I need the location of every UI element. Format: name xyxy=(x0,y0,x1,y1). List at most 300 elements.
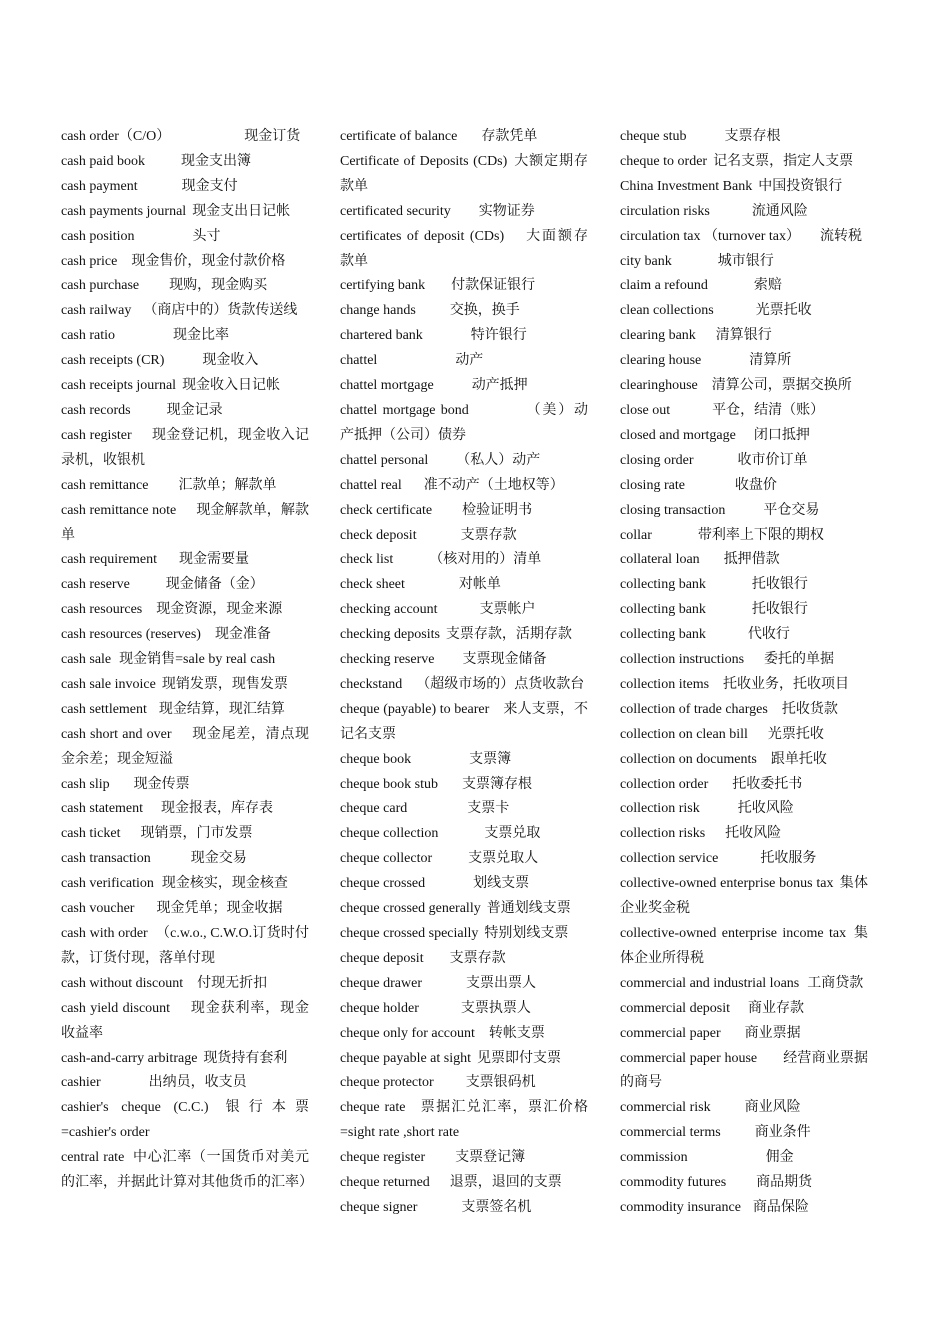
glossary-entry xyxy=(61,1146,313,1196)
entry-definition: 现金获利率，现金收益率 xyxy=(61,1000,310,1041)
entry-term: cash order（C/O） xyxy=(61,129,171,144)
entry-term: cash railway xyxy=(61,303,132,319)
entry-definition: 商品期货 xyxy=(756,1175,813,1191)
entry-term: cheque register xyxy=(340,1150,426,1166)
entry-term: cash resources xyxy=(61,602,143,618)
entry-definition: 现金传票 xyxy=(133,776,190,792)
entry-definition: 银行本票=cashier's order xyxy=(61,1100,309,1141)
entry-definition: 委托的单据 xyxy=(764,652,835,668)
entry-definition: 现金比率 xyxy=(173,328,230,344)
glossary-column-1 xyxy=(61,125,313,1196)
glossary-entry xyxy=(620,424,868,449)
entry-term: circulation tax （turnover tax） xyxy=(620,228,800,244)
entry-definition: 索赔 xyxy=(753,278,782,294)
glossary-entry xyxy=(340,997,588,1022)
glossary-entry xyxy=(340,797,588,822)
entry-definition: 特别划线支票 xyxy=(484,926,569,941)
glossary-entry xyxy=(620,324,868,349)
entry-term: cash register xyxy=(61,427,132,443)
entry-term: checking account xyxy=(340,602,438,618)
entry-definition: （美）动产抵押（公司）债券 xyxy=(340,402,589,443)
entry-term: commission xyxy=(620,1150,688,1166)
glossary-entry xyxy=(61,374,309,399)
glossary-entry xyxy=(61,648,309,673)
entry-definition: 商业存款 xyxy=(748,1000,805,1016)
entry-term: certificate of balance xyxy=(340,129,458,144)
entry-definition: 带利率上下限的期权 xyxy=(697,527,824,543)
entry-term: collecting bank xyxy=(620,602,706,618)
glossary-entry xyxy=(620,623,868,648)
entry-definition: 托收银行 xyxy=(751,602,808,618)
glossary-entry xyxy=(61,922,309,972)
entry-term: collateral loan xyxy=(620,552,700,568)
glossary-entry xyxy=(340,499,588,524)
entry-definition: 普通划线支票 xyxy=(486,901,571,917)
entry-definition: 清算公司，票据交换所 xyxy=(711,378,852,394)
entry-definition: 闭口抵押 xyxy=(753,427,810,443)
entry-definition: 商业票据 xyxy=(744,1025,801,1041)
glossary-entry xyxy=(61,324,309,349)
glossary-entry xyxy=(620,1047,868,1097)
entry-term: certificated security xyxy=(340,203,451,219)
entry-definition: 记名支票，指定人支票 xyxy=(713,153,854,169)
entry-definition: 出纳员，收支员 xyxy=(148,1075,247,1091)
entry-definition: 支票簿 xyxy=(469,751,512,767)
entry-definition: 支票兑取 xyxy=(484,826,541,842)
glossary-entry xyxy=(340,847,588,872)
entry-definition: 中国投资银行 xyxy=(758,178,843,194)
glossary-entry xyxy=(340,922,588,947)
entry-term: cash payment xyxy=(61,178,138,194)
entry-definition: 现金报表，库存表 xyxy=(161,801,274,817)
entry-term: cheque only for account xyxy=(340,1025,475,1041)
entry-term: cash verification xyxy=(61,876,154,892)
glossary-entry xyxy=(340,673,588,698)
glossary-entry xyxy=(620,449,868,474)
entry-definition: 付现无折扣 xyxy=(197,975,268,991)
glossary-entry xyxy=(340,449,588,474)
entry-definition: （超级市场的）点货收款台 xyxy=(416,676,585,692)
glossary-entry xyxy=(620,474,868,499)
glossary-entry xyxy=(620,499,868,524)
entry-term: commodity futures xyxy=(620,1175,727,1191)
entry-definition: （核对用的）清单 xyxy=(429,552,542,568)
entry-term: cheque returned xyxy=(340,1175,430,1191)
glossary-entry xyxy=(620,1171,868,1196)
entry-definition: 托收业务，托收项目 xyxy=(723,676,850,692)
entry-definition: 清算所 xyxy=(749,353,792,369)
entry-definition: 流通风险 xyxy=(751,203,808,219)
entry-term: collecting bank xyxy=(620,627,706,643)
glossary-entry xyxy=(61,125,309,150)
entry-definition: 收市价订单 xyxy=(737,452,808,468)
entry-term: cash payments journal xyxy=(61,203,187,219)
entry-definition: 抵押借款 xyxy=(723,552,780,568)
entry-definition: 支票出票人 xyxy=(466,975,537,991)
entry-definition: 托收风险 xyxy=(725,826,782,842)
entry-term: cash ticket xyxy=(61,826,121,842)
glossary-entry xyxy=(620,723,868,748)
glossary-entry xyxy=(61,723,309,773)
glossary-entry xyxy=(340,150,588,200)
entry-term: check certificate xyxy=(340,502,433,518)
glossary-entry xyxy=(61,822,309,847)
glossary-entry xyxy=(61,250,309,275)
entry-term: cash remittance note xyxy=(61,502,177,518)
glossary-entry xyxy=(340,773,588,798)
entry-term: clearing bank xyxy=(620,328,696,344)
entry-definition: 代收行 xyxy=(747,627,790,643)
entry-definition: 现金收入日记帐 xyxy=(182,378,281,394)
glossary-entry xyxy=(620,598,868,623)
glossary-entry xyxy=(620,773,868,798)
entry-term: close out xyxy=(620,402,671,418)
glossary-entry xyxy=(340,1096,588,1146)
glossary-entry xyxy=(61,623,309,648)
entry-definition: 光票托收 xyxy=(755,303,812,319)
glossary-entry xyxy=(620,299,868,324)
glossary-entry xyxy=(620,698,868,723)
entry-term: checkstand xyxy=(340,676,403,692)
entry-definition: 划线支票 xyxy=(473,876,530,892)
entry-term: checking reserve xyxy=(340,652,435,668)
entry-definition: 现销票，门市发票 xyxy=(140,826,253,842)
glossary-entry xyxy=(340,1196,588,1221)
entry-term: collection risk xyxy=(620,801,700,817)
glossary-entry xyxy=(61,598,309,623)
glossary-entry xyxy=(61,997,309,1047)
entry-definition: 光票托收 xyxy=(767,726,824,742)
glossary-entry xyxy=(340,474,588,499)
glossary-entry xyxy=(61,773,309,798)
glossary-entry xyxy=(340,374,588,399)
entry-definition: 支票簿存根 xyxy=(461,776,532,792)
glossary-entry xyxy=(620,274,868,299)
entry-term: commercial risk xyxy=(620,1100,711,1116)
entry-term: cash-and-carry arbitrage xyxy=(61,1050,198,1066)
entry-definition: 跟单托收 xyxy=(770,751,827,767)
entry-term: cheque protector xyxy=(340,1075,434,1091)
glossary-entry xyxy=(620,648,868,673)
entry-definition: 现金凭单；现金收据 xyxy=(156,901,283,917)
glossary-entry xyxy=(620,1196,868,1221)
entry-definition: 清算银行 xyxy=(715,328,772,344)
glossary-entry xyxy=(340,573,588,598)
entry-definition: 现金解款单，解款单 xyxy=(61,502,309,543)
entry-term: collection order xyxy=(620,776,709,792)
entry-definition: 现金订货 xyxy=(244,129,301,144)
entry-term: check sheet xyxy=(340,577,405,593)
entry-definition: 现金交易 xyxy=(190,851,247,867)
entry-definition: 现金支出日记帐 xyxy=(192,203,291,219)
entry-definition: 商品保险 xyxy=(752,1199,809,1215)
entry-term: chartered bank xyxy=(340,328,423,344)
entry-term: cheque signer xyxy=(340,1199,418,1215)
glossary-entry xyxy=(61,1047,309,1072)
glossary-entry xyxy=(61,175,309,200)
entry-definition: 支票银码机 xyxy=(465,1075,536,1091)
glossary-entry xyxy=(620,822,868,847)
entry-definition: 支票卡 xyxy=(467,801,510,817)
entry-term: commercial and industrial loans xyxy=(620,975,800,991)
entry-definition: 现金收入 xyxy=(202,353,259,369)
entry-definition: 现金储备（金） xyxy=(165,577,264,593)
entry-definition: 托收银行 xyxy=(751,577,808,593)
entry-definition: 收盘价 xyxy=(734,477,777,493)
glossary-entry xyxy=(340,897,588,922)
entry-definition: 现金登记机，现金收入记录机，收银机 xyxy=(61,427,310,468)
entry-definition: 对帐单 xyxy=(458,577,501,593)
entry-definition: 工商贷款 xyxy=(807,975,864,991)
entry-term: cash receipts (CR) xyxy=(61,353,165,369)
entry-term: cash with order xyxy=(61,926,148,941)
entry-term: circulation risks xyxy=(620,203,710,219)
entry-definition: 支票存款 xyxy=(449,950,506,966)
entry-definition: （私人）动产 xyxy=(456,452,541,468)
glossary-entry xyxy=(340,1171,588,1196)
entry-definition: 现金结算，现汇结算 xyxy=(158,701,285,717)
entry-definition: 现金售价，现金付款价格 xyxy=(131,253,286,269)
entry-term: cheque payable at sight xyxy=(340,1050,472,1066)
entry-term: cheque collection xyxy=(340,826,439,842)
glossary-entry xyxy=(61,698,309,723)
entry-term: cheque stub xyxy=(620,129,687,144)
glossary-entry xyxy=(340,399,588,449)
glossary-entry xyxy=(620,748,868,773)
entry-definition: 支票存根 xyxy=(724,129,781,144)
entry-term: cash without discount xyxy=(61,975,184,991)
entry-term: cash receipts journal xyxy=(61,378,177,394)
glossary-entry xyxy=(61,150,309,175)
entry-definition: 商业条件 xyxy=(754,1125,811,1141)
entry-term: clearing house xyxy=(620,353,702,369)
entry-term: closing rate xyxy=(620,477,685,493)
entry-definition: 现货持有套利 xyxy=(203,1050,288,1066)
glossary-entry xyxy=(620,150,868,175)
entry-term: checking deposits xyxy=(340,627,440,643)
glossary-entry xyxy=(620,797,868,822)
glossary-entry xyxy=(61,673,309,698)
entry-definition: 准不动产（土地权等） xyxy=(423,477,564,493)
entry-term: check list xyxy=(340,552,394,568)
entry-definition: 大额定期存款单 xyxy=(340,153,589,194)
entry-definition: 转帐支票 xyxy=(488,1025,545,1041)
glossary-entry xyxy=(340,524,588,549)
glossary-entry xyxy=(620,847,868,872)
glossary-entry xyxy=(340,349,588,374)
glossary-entry xyxy=(340,225,588,275)
entry-term: cash purchase xyxy=(61,278,140,294)
entry-term: cheque holder xyxy=(340,1000,419,1016)
entry-term: collecting bank xyxy=(620,577,706,593)
entry-definition: 现销发票，现售发票 xyxy=(161,676,288,692)
glossary-entry xyxy=(61,424,309,474)
glossary-entry xyxy=(61,872,309,897)
entry-term: collective-owned enterprise bonus tax xyxy=(620,876,834,892)
glossary-entry xyxy=(61,474,309,499)
entry-definition: 支票现金储备 xyxy=(462,652,547,668)
entry-definition: 头寸 xyxy=(192,228,221,244)
glossary-entry xyxy=(61,299,309,324)
entry-term: certificates of deposit (CDs) xyxy=(340,228,505,244)
entry-term: cash price xyxy=(61,253,118,269)
glossary-entry xyxy=(61,274,309,299)
glossary-entry xyxy=(61,897,309,922)
entry-definition: 流转税 xyxy=(820,228,862,244)
entry-term: clean collections xyxy=(620,303,714,319)
glossary-entry xyxy=(340,548,588,573)
entry-definition: 现金记录 xyxy=(166,402,223,418)
glossary-entry xyxy=(340,972,588,997)
entry-term: commercial deposit xyxy=(620,1000,731,1016)
entry-term: cheque to order xyxy=(620,153,708,169)
glossary-entry xyxy=(620,548,868,573)
entry-term: collection on documents xyxy=(620,751,757,767)
glossary-entry xyxy=(620,922,868,972)
entry-definition: 支票签名机 xyxy=(461,1199,532,1215)
glossary-entry xyxy=(61,972,309,997)
glossary-entry xyxy=(620,200,868,225)
entry-definition: 现购，现金购买 xyxy=(169,278,268,294)
glossary-entry xyxy=(620,1096,868,1121)
entry-term: certifying bank xyxy=(340,278,426,294)
entry-term: commodity insurance xyxy=(620,1199,741,1215)
entry-definition: 票据汇兑汇率，票汇价格=sight rate ,short rate xyxy=(340,1100,589,1141)
entry-term: closed and mortgage xyxy=(620,427,736,443)
entry-term: cash reserve xyxy=(61,577,130,593)
glossary-entry xyxy=(620,225,868,250)
entry-definition: 支票执票人 xyxy=(460,1000,531,1016)
entry-term: collection instructions xyxy=(620,652,745,668)
entry-definition: 集体企业奖金税 xyxy=(620,876,868,917)
entry-definition: 佣金 xyxy=(765,1150,794,1166)
entry-term: chattel real xyxy=(340,477,402,493)
entry-definition: 城市银行 xyxy=(717,253,774,269)
glossary-entry xyxy=(620,399,868,424)
glossary-entry xyxy=(340,274,588,299)
entry-definition: 现金支出簿 xyxy=(180,153,251,169)
entry-term: cash sale invoice xyxy=(61,676,156,692)
entry-term: cheque collector xyxy=(340,851,433,867)
entry-definition: 特许银行 xyxy=(470,328,527,344)
glossary-entry xyxy=(620,1121,868,1146)
entry-definition: 现金核实，现金核查 xyxy=(161,876,288,892)
entry-term: check deposit xyxy=(340,527,417,543)
entry-term: cash short and over xyxy=(61,726,172,742)
glossary-entry xyxy=(340,598,588,623)
entry-term: cheque deposit xyxy=(340,950,424,966)
glossary-entry xyxy=(340,1047,588,1072)
entry-term: collective-owned enterprise income tax xyxy=(620,926,847,941)
glossary-entry xyxy=(340,748,588,773)
glossary-entry xyxy=(620,573,868,598)
entry-term: cashier's cheque (C.C.) xyxy=(61,1100,209,1116)
entry-term: cheque drawer xyxy=(340,975,423,991)
entry-term: collection risks xyxy=(620,826,706,842)
glossary-entry xyxy=(620,872,868,922)
entry-term: cheque crossed specially xyxy=(340,926,479,941)
entry-definition: 存款凭单 xyxy=(481,129,538,144)
glossary-entry xyxy=(340,324,588,349)
entry-definition: 支票存款 xyxy=(460,527,517,543)
entry-term: commercial paper house xyxy=(620,1050,758,1066)
glossary-entry xyxy=(620,349,868,374)
entry-term: cash position xyxy=(61,228,135,244)
glossary-entry xyxy=(620,997,868,1022)
glossary-entry xyxy=(620,1022,868,1047)
glossary-entry xyxy=(340,648,588,673)
entry-term: chattel personal xyxy=(340,452,429,468)
entry-definition: 支票兑取人 xyxy=(468,851,539,867)
entry-term: central rate xyxy=(61,1150,125,1166)
glossary-entry xyxy=(620,972,868,997)
entry-term: Certificate of Deposits (CDs) xyxy=(340,153,508,169)
entry-term: collar xyxy=(620,527,652,543)
entry-definition: 现金准备 xyxy=(214,627,271,643)
glossary-entry xyxy=(340,125,588,150)
glossary-entry xyxy=(620,125,868,150)
entry-definition: 见票即付支票 xyxy=(477,1050,562,1066)
entry-definition: （c.w.o., C.W.O.订货时付款，订货付现，落单付现 xyxy=(61,926,309,966)
entry-term: cash sale xyxy=(61,652,112,668)
entry-definition: 平仓，结清（账） xyxy=(712,402,825,418)
glossary-entry xyxy=(340,822,588,847)
entry-term: cheque book xyxy=(340,751,412,767)
entry-definition: 商业风险 xyxy=(744,1100,801,1116)
glossary-entry xyxy=(340,698,588,748)
glossary-entry xyxy=(340,1022,588,1047)
entry-term: cheque card xyxy=(340,801,408,817)
entry-term: cash settlement xyxy=(61,701,147,717)
glossary-entry xyxy=(61,1071,309,1096)
entry-definition: 汇款单；解款单 xyxy=(178,477,277,493)
entry-term: clearinghouse xyxy=(620,378,698,394)
entry-definition: 大面额存款单 xyxy=(340,228,588,269)
glossary-entry xyxy=(620,374,868,399)
entry-term: city bank xyxy=(620,253,672,269)
entry-term: China Investment Bank xyxy=(620,178,753,194)
entry-definition: 平仓交易 xyxy=(763,502,820,518)
entry-definition: 集体企业所得税 xyxy=(620,926,869,966)
glossary-entry xyxy=(61,797,309,822)
entry-term: cashier xyxy=(61,1075,101,1091)
entry-term: commercial terms xyxy=(620,1125,721,1141)
glossary-entry xyxy=(61,349,309,374)
entry-term: cash requirement xyxy=(61,552,158,568)
entry-term: chattel xyxy=(340,353,378,369)
entry-definition: 支票存款，活期存款 xyxy=(445,627,572,643)
entry-term: closing order xyxy=(620,452,694,468)
glossary-entry xyxy=(620,673,868,698)
glossary-entry xyxy=(620,1146,868,1171)
entry-definition: 检验证明书 xyxy=(462,502,533,518)
entry-definition: 退票，退回的支票 xyxy=(449,1175,562,1191)
glossary-column-2 xyxy=(340,125,588,1221)
entry-term: change hands xyxy=(340,303,416,319)
entry-term: cash slip xyxy=(61,776,110,792)
entry-definition: 现金支付 xyxy=(181,178,238,194)
entry-definition: 动产抵押 xyxy=(471,378,528,394)
entry-term: claim a refound xyxy=(620,278,708,294)
entry-definition: 现金销售=sale by real cash xyxy=(119,652,276,668)
glossary-entry xyxy=(620,524,868,549)
entry-definition: （商店中的）货款传送线 xyxy=(143,303,298,319)
entry-definition: 付款保证银行 xyxy=(451,278,536,294)
glossary-entry xyxy=(61,499,309,549)
entry-term: cash statement xyxy=(61,801,144,817)
glossary-entry xyxy=(340,200,588,225)
glossary-entry xyxy=(61,200,309,225)
